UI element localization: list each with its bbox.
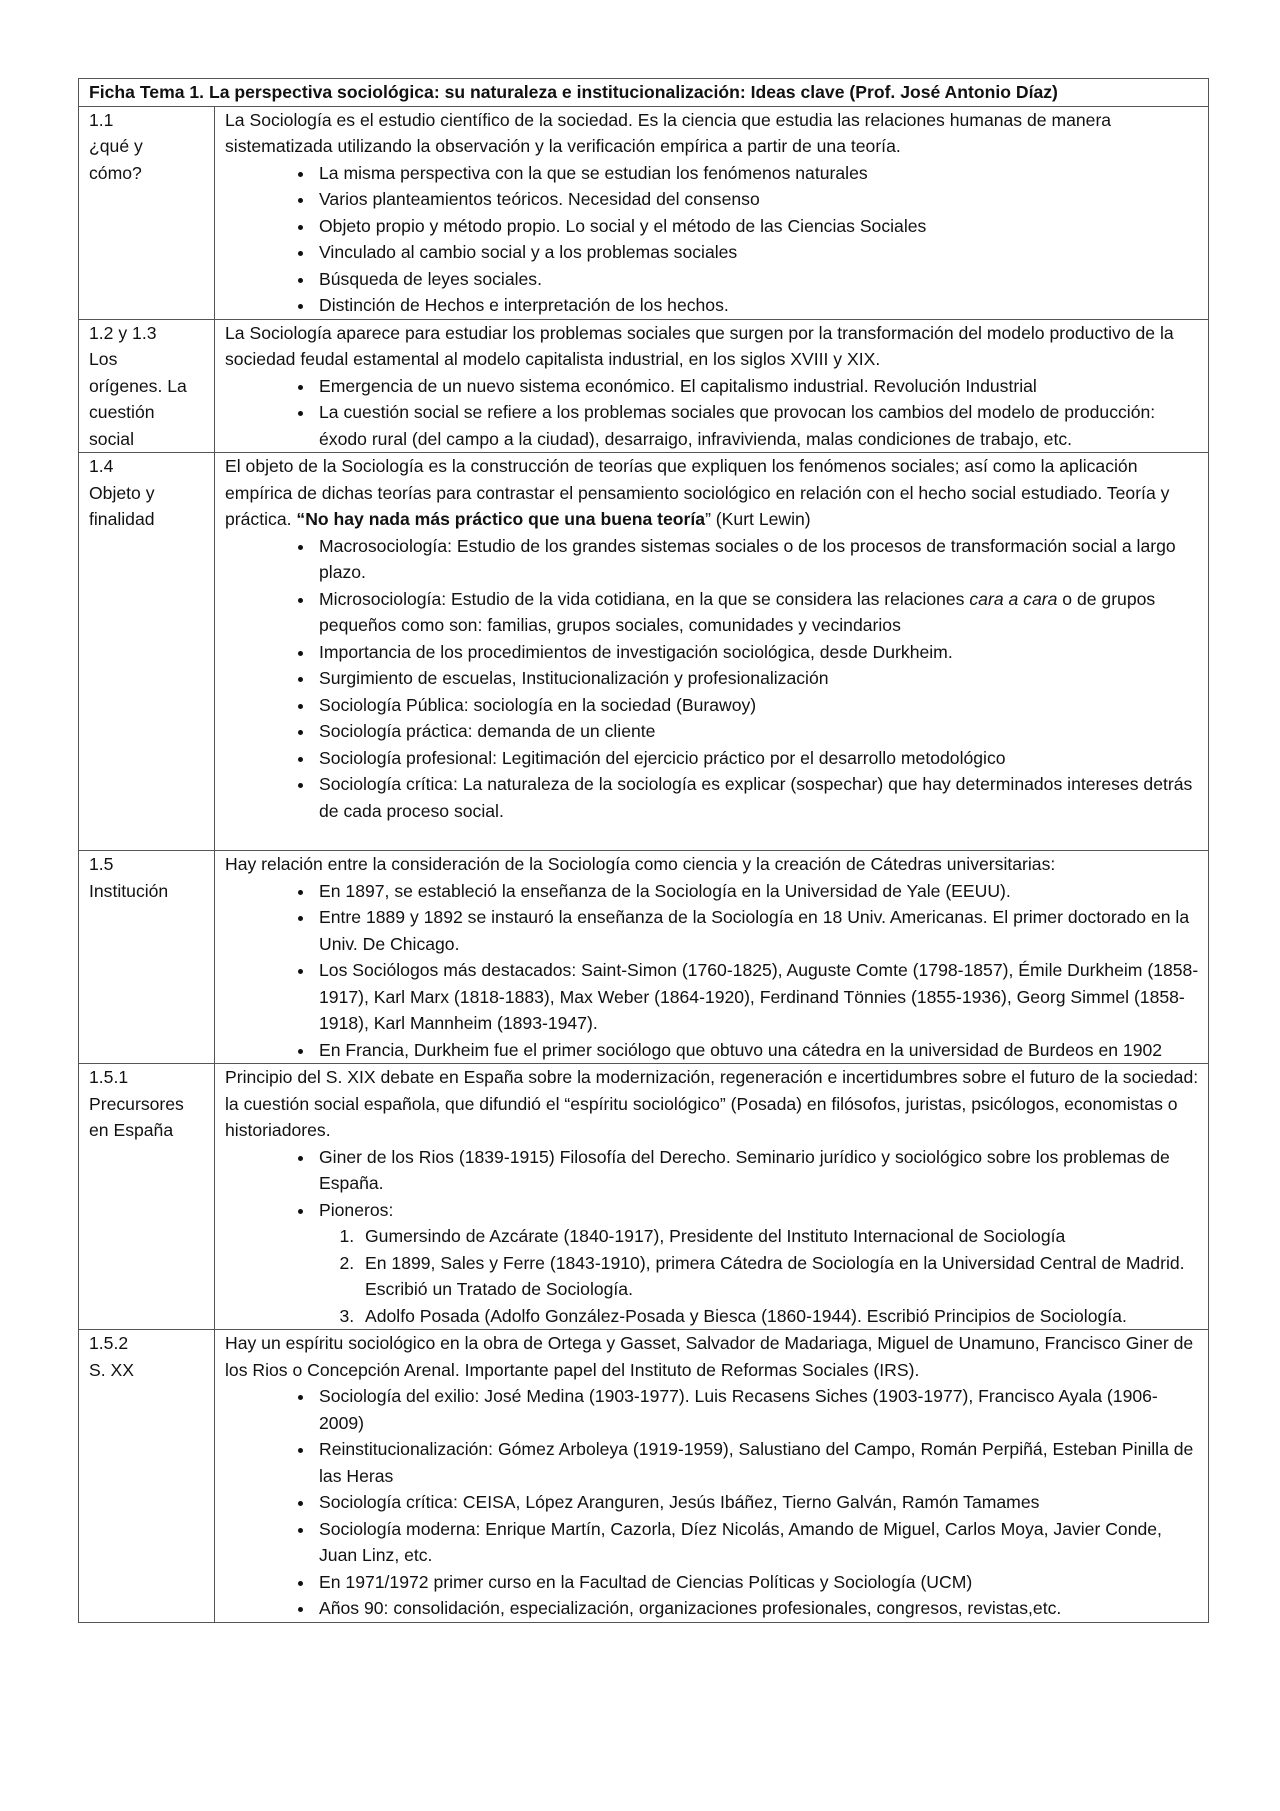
list-item-text: o de grupos pequeños como son: familias, grupos sociales, comunidades y vecindarios — [319, 588, 1156, 635]
list-item: • Reinstitucionalización: Gómez Arboleya (1919-1959), Salustiano del Campo, Román Perpiñá, Esteban Pinilla de las Heras — [315, 1436, 1202, 1489]
list-item: • Vinculado al cambio social y a los problemas sociales — [315, 239, 1202, 266]
list-item: • Sociología Pública: sociología en la sociedad (Burawoy) — [315, 692, 1202, 719]
quote-attribution: ” (Kurt Lewin) — [705, 509, 811, 529]
list-item: • Emergencia de un nuevo sistema económico. El capitalismo industrial. Revolución Industrial — [315, 373, 1202, 400]
list-item: • Distinción de Hechos e interpretación de los hechos. — [315, 292, 1202, 319]
list-item: • En 1971/1972 primer curso en la Facultad de Ciencias Políticas y Sociología (UCM) — [315, 1569, 1202, 1596]
section-intro: Principio del S. XIX debate en España sobre la modernización, regeneración e incertidumbres sobre el futuro de la sociedad: la cuestión social española, que difundió el “espíritu sociológico” (Posada) en filósofos, juristas, psicólogos, economistas o historiadores. — [225, 1067, 1199, 1140]
list-item: • Los Sociólogos más destacados: Saint-Simon (1760-1825), Auguste Comte (1798-1857), Émile Durkheim (1858-1917), Karl Marx (1818-1883), Max Weber (1864-1920), Ferdinand Tönnies (1855-1936), Georg Simmel (1858-1918), Karl Mannheim (1893-1947). — [315, 957, 1202, 1037]
intro-text: El objeto de la Sociología es la construcción de teorías que expliquen los fenómenos sociales; así como la aplicación empírica de dichas teorías para contrastar el pensamiento sociológico en relación con el hecho social estudiado. Teoría y práctica. — [225, 456, 1170, 529]
numbered-item: 3. Adolfo Posada (Adolfo González-Posada y Biesca (1860-1944). Escribió Principios de Sociología. — [359, 1303, 1202, 1330]
list-item-text: Pioneros: — [319, 1199, 394, 1220]
document-title: Ficha Tema 1. La perspectiva sociológica: su naturaleza e institucionalización: Ideas clave (Prof. José Antonio Díaz) — [79, 79, 1209, 107]
list-item: • Surgimiento de escuelas, Institucionalización y profesionalización — [315, 665, 1202, 692]
list-item: • Importancia de los procedimientos de investigación sociológica, desde Durkheim. — [315, 639, 1202, 666]
bullet-list — [225, 533, 1202, 825]
list-item: • Años 90: consolidación, especialización, organizaciones profesionales, congresos, revistas,etc. — [315, 1595, 1202, 1622]
section-content — [215, 106, 1209, 319]
section-row-1-5 — [79, 851, 1209, 1064]
bullet-list — [225, 160, 1202, 319]
list-item: • Sociología profesional: Legitimación del ejercicio práctico por el desarrollo metodológico — [315, 745, 1202, 772]
list-item: • La misma perspectiva con la que se estudian los fenómenos naturales — [315, 160, 1202, 187]
section-label: 1.5 Institución — [79, 851, 215, 1064]
list-item: • En Francia, Durkheim fue el primer sociólogo que obtuvo una cátedra en la universidad de Burdeos en 1902 — [315, 1037, 1202, 1064]
bullet-list — [225, 1383, 1202, 1622]
list-item: • Objeto propio y método propio. Lo social y el método de las Ciencias Sociales — [315, 213, 1202, 240]
title-row — [79, 79, 1209, 107]
section-label: 1.5.2 S. XX — [79, 1330, 215, 1623]
list-item: • La cuestión social se refiere a los problemas sociales que provocan los cambios del modelo de producción: éxodo rural (del campo a la ciudad), desarraigo, infravivienda, malas condiciones de trabajo, etc. — [315, 399, 1202, 452]
bullet-list — [225, 1144, 1202, 1330]
numbered-item: 2. En 1899, Sales y Ferre (1843-1910), primera Cátedra de Sociología en la Universidad Central de Madrid. Escribió un Tratado de Sociología. — [359, 1250, 1202, 1303]
bullet-list — [225, 878, 1202, 1064]
list-item: • Sociología del exilio: José Medina (1903-1977). Luis Recasens Siches (1903-1977), Francisco Ayala (1906-2009) — [315, 1383, 1202, 1436]
list-item: • Sociología práctica: demanda de un cliente — [315, 718, 1202, 745]
section-row-1-5-2 — [79, 1330, 1209, 1623]
section-intro: La Sociología aparece para estudiar los problemas sociales que surgen por la transformación del modelo productivo de la sociedad feudal estamental al modelo capitalista industrial, en los siglos XVIII y XIX. — [225, 322, 1174, 369]
section-content — [215, 1064, 1209, 1330]
section-intro: Hay relación entre la consideración de la Sociología como ciencia y la creación de Cátedras universitarias: — [225, 854, 1056, 874]
list-item: • Giner de los Rios (1839-1915) Filosofía del Derecho. Seminario jurídico y sociológico sobre los problemas de España. — [315, 1144, 1202, 1197]
section-label: 1.2 y 1.3 Los orígenes. La cuestión social — [79, 319, 215, 453]
list-item: • Sociología moderna: Enrique Martín, Cazorla, Díez Nicolás, Amando de Miguel, Carlos Moya, Javier Conde, Juan Linz, etc. — [315, 1516, 1202, 1569]
list-item: • Varios planteamientos teóricos. Necesidad del consenso — [315, 186, 1202, 213]
list-item — [315, 1197, 1202, 1330]
list-item: • Búsqueda de leyes sociales. — [315, 266, 1202, 293]
section-content — [215, 319, 1209, 453]
list-item — [315, 586, 1202, 639]
list-item-text: Microsociología: Estudio de la vida cotidiana, en la que se considera las relaciones — [319, 588, 970, 609]
lewin-quote: “No hay nada más práctico que una buena teoría — [296, 509, 706, 529]
numbered-item: 1. Gumersindo de Azcárate (1840-1917), Presidente del Instituto Internacional de Sociología — [359, 1223, 1202, 1250]
section-content — [215, 1330, 1209, 1623]
list-item: • Macrosociología: Estudio de los grandes sistemas sociales o de los procesos de transformación social a largo plazo. — [315, 533, 1202, 586]
section-intro: Hay un espíritu sociológico en la obra de Ortega y Gasset, Salvador de Madariaga, Miguel de Unamuno, Francisco Giner de los Rios o Concepción Arenal. Importante papel del Instituto de Reformas Sociales (IRS). — [225, 1333, 1194, 1380]
section-row-1-1 — [79, 106, 1209, 319]
section-row-1-2 — [79, 319, 1209, 453]
list-item: • Sociología crítica: La naturaleza de la sociología es explicar (sospechar) que hay determinados intereses detrás de cada proceso social. — [315, 771, 1202, 824]
numbered-list — [319, 1223, 1202, 1329]
list-item: • En 1897, se estableció la enseñanza de la Sociología en la Universidad de Yale (EEUU). — [315, 878, 1202, 905]
section-content — [215, 453, 1209, 851]
section-row-1-5-1 — [79, 1064, 1209, 1330]
section-label: 1.5.1 Precursores en España — [79, 1064, 215, 1330]
list-item: • Entre 1889 y 1892 se instauró la enseñanza de la Sociología en 18 Univ. Americanas. El primer doctorado en la Univ. De Chicago. — [315, 904, 1202, 957]
italic-term: cara a cara — [969, 588, 1058, 609]
section-intro: La Sociología es el estudio científico de la sociedad. Es la ciencia que estudia las relaciones humanas de manera sistematizada utilizando la observación y la verificación empírica a partir de una teoría. — [225, 109, 1112, 156]
section-intro — [225, 453, 1202, 533]
section-label: 1.4 Objeto y finalidad — [79, 453, 215, 851]
bullet-list — [225, 373, 1202, 453]
section-row-1-4 — [79, 453, 1209, 851]
section-content — [215, 851, 1209, 1064]
list-item: • Sociología crítica: CEISA, López Aranguren, Jesús Ibáñez, Tierno Galván, Ramón Tamames — [315, 1489, 1202, 1516]
ficha-table — [78, 78, 1209, 1623]
section-label: 1.1 ¿qué y cómo? — [79, 106, 215, 319]
